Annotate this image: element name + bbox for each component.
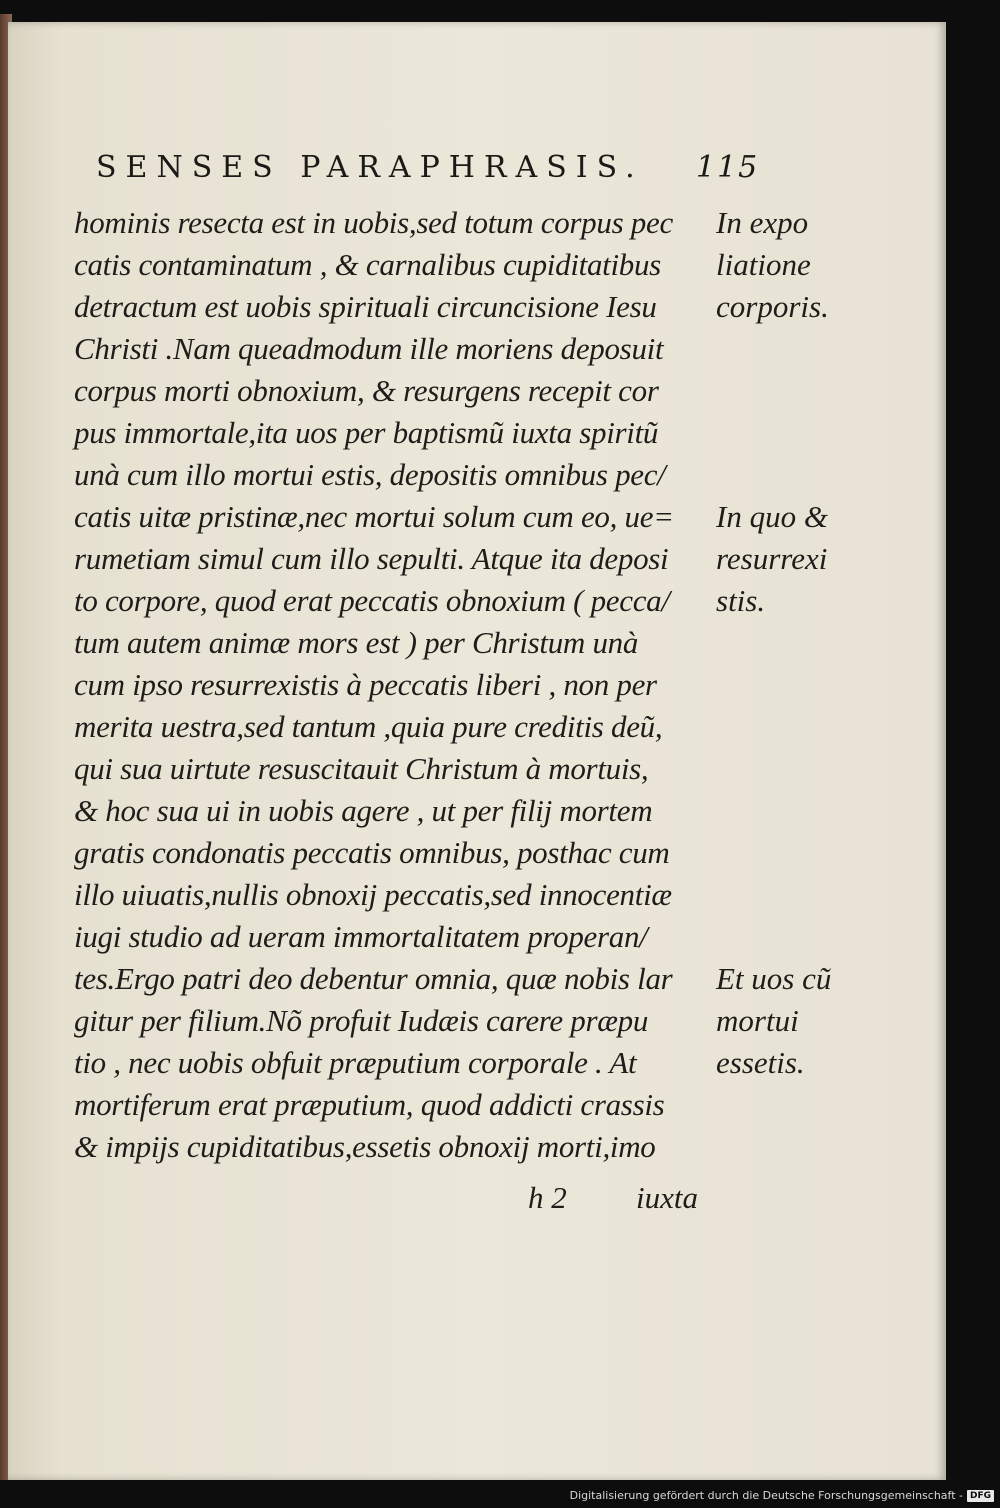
text-line: rumetiam simul cum illo sepulti. Atque ita deposi: [74, 541, 669, 576]
text-line: merita uestra,sed tantum ,quia pure creditis deũ,: [74, 709, 663, 744]
signature-mark: h 2: [528, 1180, 567, 1215]
text-line: gratis condonatis peccatis omnibus, posthac cum: [74, 835, 670, 870]
text-line: hominis resecta est in uobis,sed totum corpus pec: [74, 205, 673, 240]
text-line: gitur per filium.Nõ profuit Iudæis carere præpu: [74, 1003, 649, 1038]
text-line: tum autem animæ mors est ) per Christum unà: [74, 625, 639, 660]
text-line: illo uiuatis,nullis obnoxij peccatis,sed innocentiæ: [74, 877, 672, 912]
marginal-note-line: Et uos cũ: [716, 961, 832, 996]
text-line: catis contaminatum , & carnalibus cupiditatibus: [74, 247, 661, 282]
text-line: catis uitæ pristinæ,nec mortui solum cum eo, ue=: [74, 499, 674, 534]
text-line: pus immortale,ita uos per baptismũ iuxta spiritũ: [74, 415, 659, 450]
digitization-credit: [570, 1489, 994, 1502]
running-title: SENSES PARAPHRASIS.: [96, 150, 644, 185]
catchword: iuxta: [636, 1180, 698, 1215]
marginal-note-line: resurrexi: [716, 541, 828, 576]
marginal-note-line: In quo &: [716, 499, 828, 534]
text-line: iugi studio ad ueram immortalitatem properan/: [74, 919, 648, 954]
text-line: cum ipso resurrexistis à peccatis liberi , non per: [74, 667, 657, 702]
text-line: corpus morti obnoxium, & resurgens recepit cor: [74, 373, 659, 408]
marginal-note-line: In expo: [716, 205, 809, 240]
marginal-note-line: corporis.: [716, 289, 829, 324]
marginal-note-line: stis.: [716, 583, 766, 618]
dfg-logo: DFG: [967, 1490, 994, 1502]
text-line: & impijs cupiditatibus,essetis obnoxij morti,imo: [74, 1129, 656, 1164]
marginal-note-line: mortui: [716, 1003, 799, 1038]
page-number: 115: [696, 150, 760, 185]
text-line: detractum est uobis spirituali circuncisione Iesu: [74, 289, 657, 324]
text-line: unà cum illo mortui estis, depositis omnibus pec/: [74, 457, 666, 492]
text-line: qui sua uirtute resuscitauit Christum à mortuis,: [74, 751, 649, 786]
text-line: mortiferum erat præputium, quod addicti crassis: [74, 1087, 665, 1122]
credit-text: Digitalisierung gefördert durch die Deutsche Forschungsgemeinschaft -: [569, 1489, 963, 1502]
marginal-note-line: liatione: [716, 247, 811, 282]
text-line: & hoc sua ui in uobis agere , ut per filij mortem: [74, 793, 653, 828]
text-line: to corpore, quod erat peccatis obnoxium ( pecca/: [74, 583, 670, 618]
marginal-note-line: essetis.: [716, 1045, 805, 1080]
text-line: tes.Ergo patri deo debentur omnia, quæ nobis lar: [74, 961, 673, 996]
text-line: Christi .Nam queadmodum ille moriens deposuit: [74, 331, 664, 366]
text-line: tio , nec uobis obfuit præputium corporale . At: [74, 1045, 637, 1080]
